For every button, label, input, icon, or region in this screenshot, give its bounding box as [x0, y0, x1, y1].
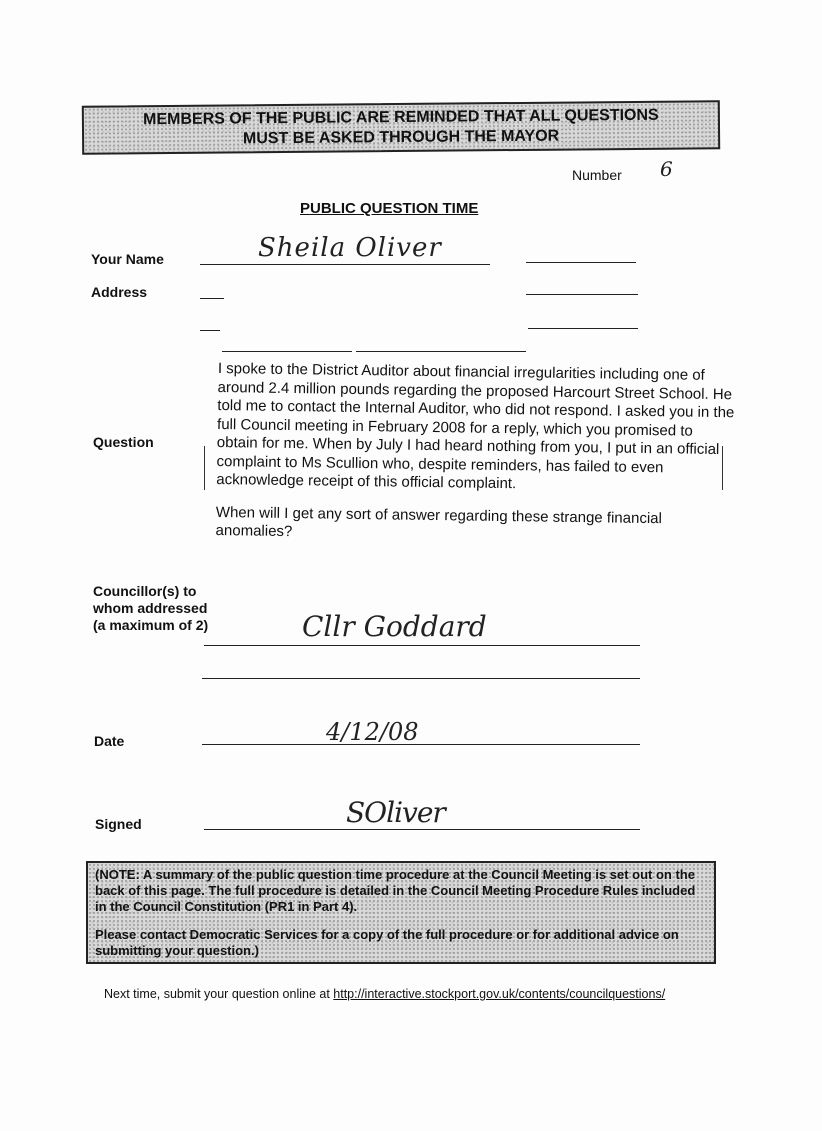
address-line-3b	[356, 351, 526, 352]
date-line	[202, 744, 640, 745]
signature: SOliver	[346, 796, 445, 829]
councillor-label-3: (a maximum of 2)	[93, 617, 209, 633]
date-label: Date	[94, 733, 125, 749]
council-questions-link[interactable]: http://interactive.stockport.gov.uk/contents/councilquestions/	[333, 987, 666, 1001]
number-label: Number	[572, 167, 622, 183]
footer	[104, 987, 665, 1001]
councillor-line-2	[202, 678, 640, 679]
footer-text: Next time, submit your question online at	[104, 987, 334, 1001]
councillor-label-1: Councillor(s) to	[93, 583, 197, 599]
councillor-value: Cllr Goddard	[302, 610, 487, 643]
address-line-2a	[200, 330, 220, 331]
question-bracket-left	[204, 446, 205, 490]
address-line-1b	[526, 294, 638, 295]
page-title: PUBLIC QUESTION TIME	[300, 200, 479, 217]
reminder-banner	[82, 100, 720, 155]
number-value: 6	[660, 157, 673, 181]
question-paragraph-2: When will I get any sort of answer regarding these strange financial anomalies?	[215, 503, 663, 541]
question-text	[215, 360, 738, 562]
address-line-1a	[200, 298, 224, 299]
councillor-line-1	[204, 645, 640, 646]
banner-line-2: MUST BE ASKED THROUGH THE MAYOR	[242, 127, 560, 148]
date-value: 4/12/08	[326, 718, 419, 746]
banner-line-1: MEMBERS OF THE PUBLIC ARE REMINDED THAT ALL QUESTIONS	[143, 106, 659, 129]
question-paragraph-1: I spoke to the District Auditor about financial irregularities including one of around 2.4 million pounds regarding the proposed Harcourt Street School. He told me to contact the Internal Auditor, who did not respond. I asked you in the full Council meeting in February 2008 for a reply, which you promised to obtain for me. When by July I had heard nothing from you, I put in an official complaint to Ms Scullion who, despite reminders, has failed to even acknowledge receipt of this official complaint.	[216, 360, 735, 493]
name-line	[200, 264, 490, 265]
signed-label: Signed	[95, 816, 142, 832]
address-label: Address	[91, 284, 148, 300]
note-box	[86, 861, 716, 964]
name-line-2	[526, 262, 636, 263]
councillor-label-2: whom addressed	[93, 600, 208, 616]
note-paragraph-1: (NOTE: A summary of the public question time procedure at the Council Meeting is set out on the back of this page. The full procedure is detailed in the Council Meeting Procedure Rules included in the Council Constitution (PR1 in Part 4).	[95, 867, 696, 914]
name-value: Sheila Oliver	[258, 233, 442, 263]
name-label: Your Name	[91, 251, 164, 267]
address-line-2b	[528, 328, 638, 329]
question-label: Question	[93, 434, 154, 450]
signed-line	[204, 829, 640, 830]
address-line-3a	[222, 351, 352, 352]
note-paragraph-2: Please contact Democratic Services for a copy of the full procedure or for additional advice on submitting your question.)	[95, 927, 679, 958]
